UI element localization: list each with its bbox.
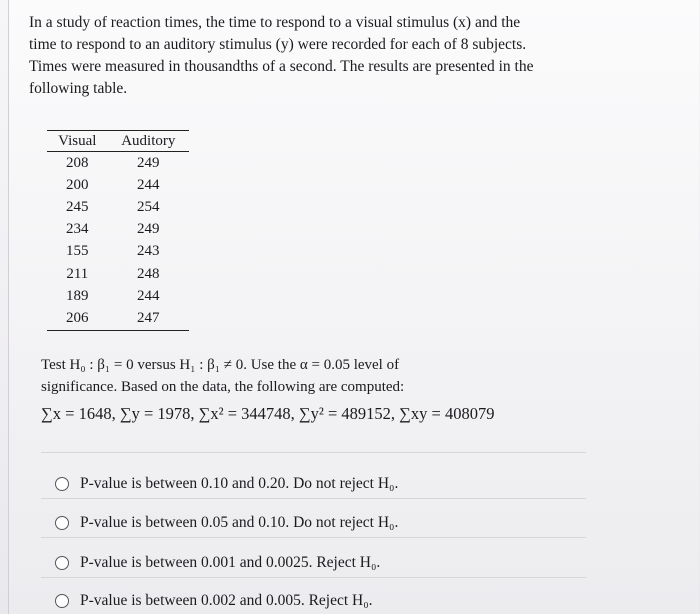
table-row bbox=[47, 285, 189, 307]
table-row bbox=[47, 263, 189, 285]
divider bbox=[41, 498, 586, 499]
problem-line: In a study of reaction times, the time to respond to a visual stimulus (x) and the bbox=[29, 14, 521, 31]
table-cell: 206 bbox=[47, 307, 108, 330]
table-row bbox=[47, 174, 189, 196]
table-cell: 254 bbox=[137, 198, 160, 215]
table-header-row bbox=[47, 131, 189, 152]
table-cell: 208 bbox=[66, 154, 89, 171]
radio-button[interactable] bbox=[55, 556, 69, 570]
problem-line: Times were measured in thousandths of a second. The results are presented in the bbox=[29, 58, 534, 75]
reaction-times-table bbox=[47, 130, 189, 331]
table-cell: 249 bbox=[137, 154, 160, 171]
divider bbox=[41, 537, 586, 538]
radio-button[interactable] bbox=[55, 594, 69, 608]
hypothesis-test-text bbox=[41, 354, 661, 398]
column-header-visual: Visual bbox=[47, 131, 108, 152]
test-line: significance. Based on the data, the following are computed: bbox=[41, 379, 405, 395]
option-label: P-value is between 0.05 and 0.10. Do not reject H₀. bbox=[80, 514, 399, 531]
table-row bbox=[47, 241, 189, 263]
column-header-auditory: Auditory bbox=[108, 131, 189, 152]
table-cell: 249 bbox=[137, 221, 160, 238]
option-label: P-value is between 0.002 and 0.005. Reject H₀. bbox=[80, 592, 373, 609]
table-row bbox=[47, 219, 189, 241]
table-cell: 189 bbox=[66, 287, 89, 304]
table-cell: 243 bbox=[137, 243, 160, 260]
table-cell: 244 bbox=[137, 287, 160, 304]
table-cell: 245 bbox=[66, 198, 89, 215]
table-cell: 200 bbox=[66, 176, 89, 193]
radio-button[interactable] bbox=[55, 477, 69, 491]
table-cell: 244 bbox=[137, 176, 160, 193]
problem-line: following table. bbox=[29, 80, 128, 97]
answer-option-1[interactable] bbox=[55, 475, 398, 493]
option-label: P-value is between 0.001 and 0.0025. Reject H₀. bbox=[80, 554, 381, 571]
table-cell: 211 bbox=[66, 265, 89, 282]
radio-button[interactable] bbox=[55, 516, 69, 530]
problem-statement bbox=[29, 12, 589, 100]
table-cell: 234 bbox=[66, 221, 89, 238]
answer-option-3[interactable] bbox=[55, 554, 380, 572]
table-cell: 248 bbox=[137, 265, 160, 282]
answer-option-4[interactable] bbox=[55, 592, 373, 610]
table-row bbox=[47, 196, 189, 218]
table-row bbox=[47, 307, 189, 330]
test-line: Test H₀ : β₁ = 0 versus H₁ : β₁ ≠ 0. Use the α = 0.05 level of bbox=[41, 357, 400, 373]
divider bbox=[41, 452, 586, 453]
question-card bbox=[8, 0, 699, 614]
table-row bbox=[47, 152, 189, 175]
answer-option-2[interactable] bbox=[55, 514, 398, 532]
computed-sums: ∑x = 1648, ∑y = 1978, ∑x² = 344748, ∑y² = 489152, ∑xy = 408079 bbox=[41, 404, 495, 423]
option-label: P-value is between 0.10 and 0.20. Do not reject H₀. bbox=[80, 475, 399, 492]
table-cell: 247 bbox=[108, 307, 189, 330]
divider bbox=[41, 577, 586, 578]
table-cell: 155 bbox=[66, 243, 89, 260]
problem-line: time to respond to an auditory stimulus (y) were recorded for each of 8 subjects. bbox=[29, 36, 527, 53]
